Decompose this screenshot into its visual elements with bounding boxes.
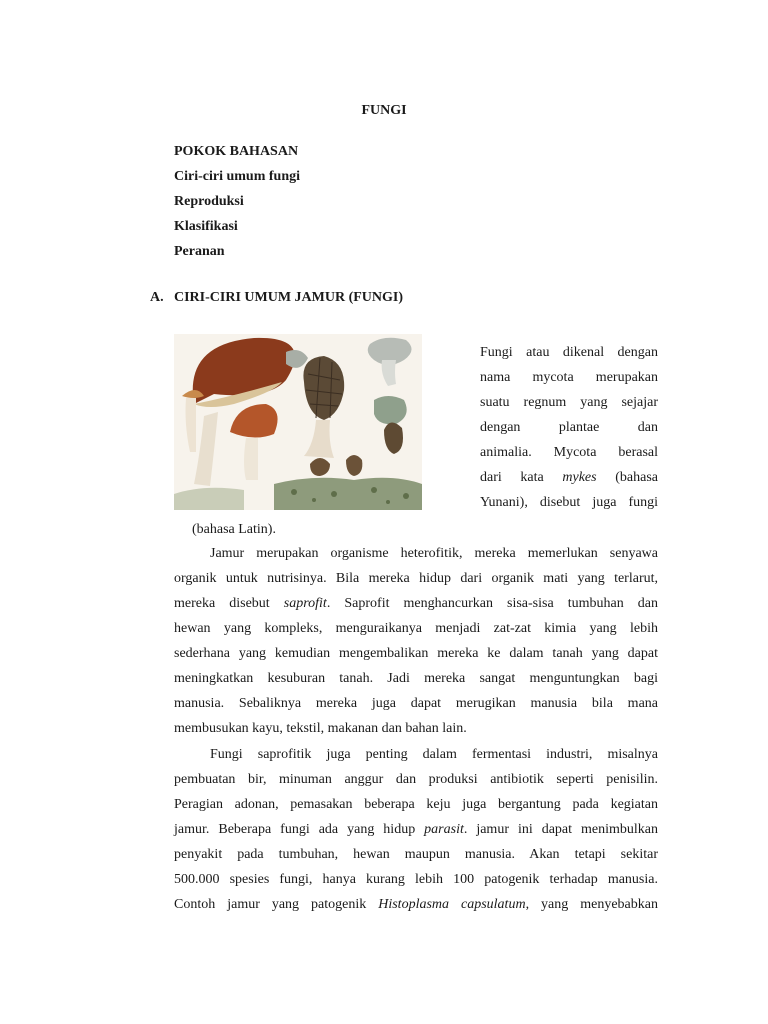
text-span: , yang menyebabkan <box>525 897 658 912</box>
text-line: 500.000 spesies fungi, hanya kurang lebih 100 patogenik terhadap manusia. <box>174 872 658 887</box>
text-line <box>174 892 658 917</box>
text-line: dengan plantae dan <box>480 420 658 435</box>
text-line: Jamur merupakan organisme heterofitik, mereka memerlukan senyawa <box>210 546 658 561</box>
page-title: FUNGI <box>361 103 407 118</box>
text-line: animalia. Mycota berasal <box>480 445 658 460</box>
text-span: . jamur ini dapat menimbulkan <box>463 822 658 837</box>
topic-item: Klasifikasi <box>174 219 238 234</box>
text-span: mereka disebut <box>174 596 284 611</box>
mushroom-illustration <box>174 334 422 510</box>
italic-term: Histoplasma capsulatum <box>378 897 526 912</box>
text-line: penyakit pada tumbuhan, hewan maupun manusia. Akan tetapi sekitar <box>174 847 658 862</box>
text-line <box>174 817 658 842</box>
text-line: organik untuk nutrisinya. Bila mereka hidup dari organik mati yang terlarut, <box>174 571 658 586</box>
text-line: hewan yang kompleks, menguraikanya menjadi zat-zat kimia yang lebih <box>174 621 658 636</box>
italic-term: parasit <box>424 822 464 837</box>
section-title: CIRI-CIRI UMUM JAMUR (FUNGI) <box>174 290 404 305</box>
italic-term: mykes <box>562 470 597 485</box>
text-span: (bahasa <box>596 470 658 485</box>
text-line: meningkatkan kesuburan tanah. Jadi mereka sangat menguntungkan bagi <box>174 671 658 686</box>
text-line: membusukan kayu, tekstil, makanan dan bahan lain. <box>174 721 467 736</box>
text-line: sederhana yang kemudian mengembalikan mereka ke dalam tanah yang dapat <box>174 646 658 661</box>
text-span: dari kata <box>480 470 563 485</box>
italic-term: saprofit <box>283 596 327 611</box>
section-heading <box>150 290 403 306</box>
text-span: jamur. Beberapa fungi ada yang hidup <box>174 822 425 837</box>
intro-paragraph <box>480 340 658 515</box>
intro-continuation: (bahasa Latin). <box>192 522 276 537</box>
text-line <box>480 465 658 490</box>
text-line: Fungi saprofitik juga penting dalam fermentasi industri, misalnya <box>210 747 658 762</box>
text-line: nama mycota merupakan <box>480 370 658 385</box>
text-line: suatu regnum yang sejajar <box>480 395 658 410</box>
text-line: manusia. Sebaliknya mereka juga dapat merugikan manusia bila mana <box>174 696 658 711</box>
paragraph-1 <box>174 541 658 741</box>
text-line: pembuatan bir, minuman anggur dan produksi antibiotik seperti penisilin. <box>174 772 658 787</box>
text-line: Peragian adonan, pemasakan beberapa keju juga bergantung pada kegiatan <box>174 797 658 812</box>
topic-heading: POKOK BAHASAN <box>174 144 299 159</box>
paragraph-2 <box>174 742 658 917</box>
topic-item: Reproduksi <box>174 194 244 209</box>
topic-item: Ciri-ciri umum fungi <box>174 169 300 184</box>
text-span: . Saprofit menghancurkan sisa-sisa tumbuhan dan <box>326 596 658 611</box>
text-line: Fungi atau dikenal dengan <box>480 345 658 360</box>
topic-item: Peranan <box>174 244 225 259</box>
section-number: A. <box>150 290 164 305</box>
text-line <box>174 591 658 616</box>
text-line: Yunani), disebut juga fungi <box>480 495 658 510</box>
text-span: Contoh jamur yang patogenik <box>174 897 379 912</box>
